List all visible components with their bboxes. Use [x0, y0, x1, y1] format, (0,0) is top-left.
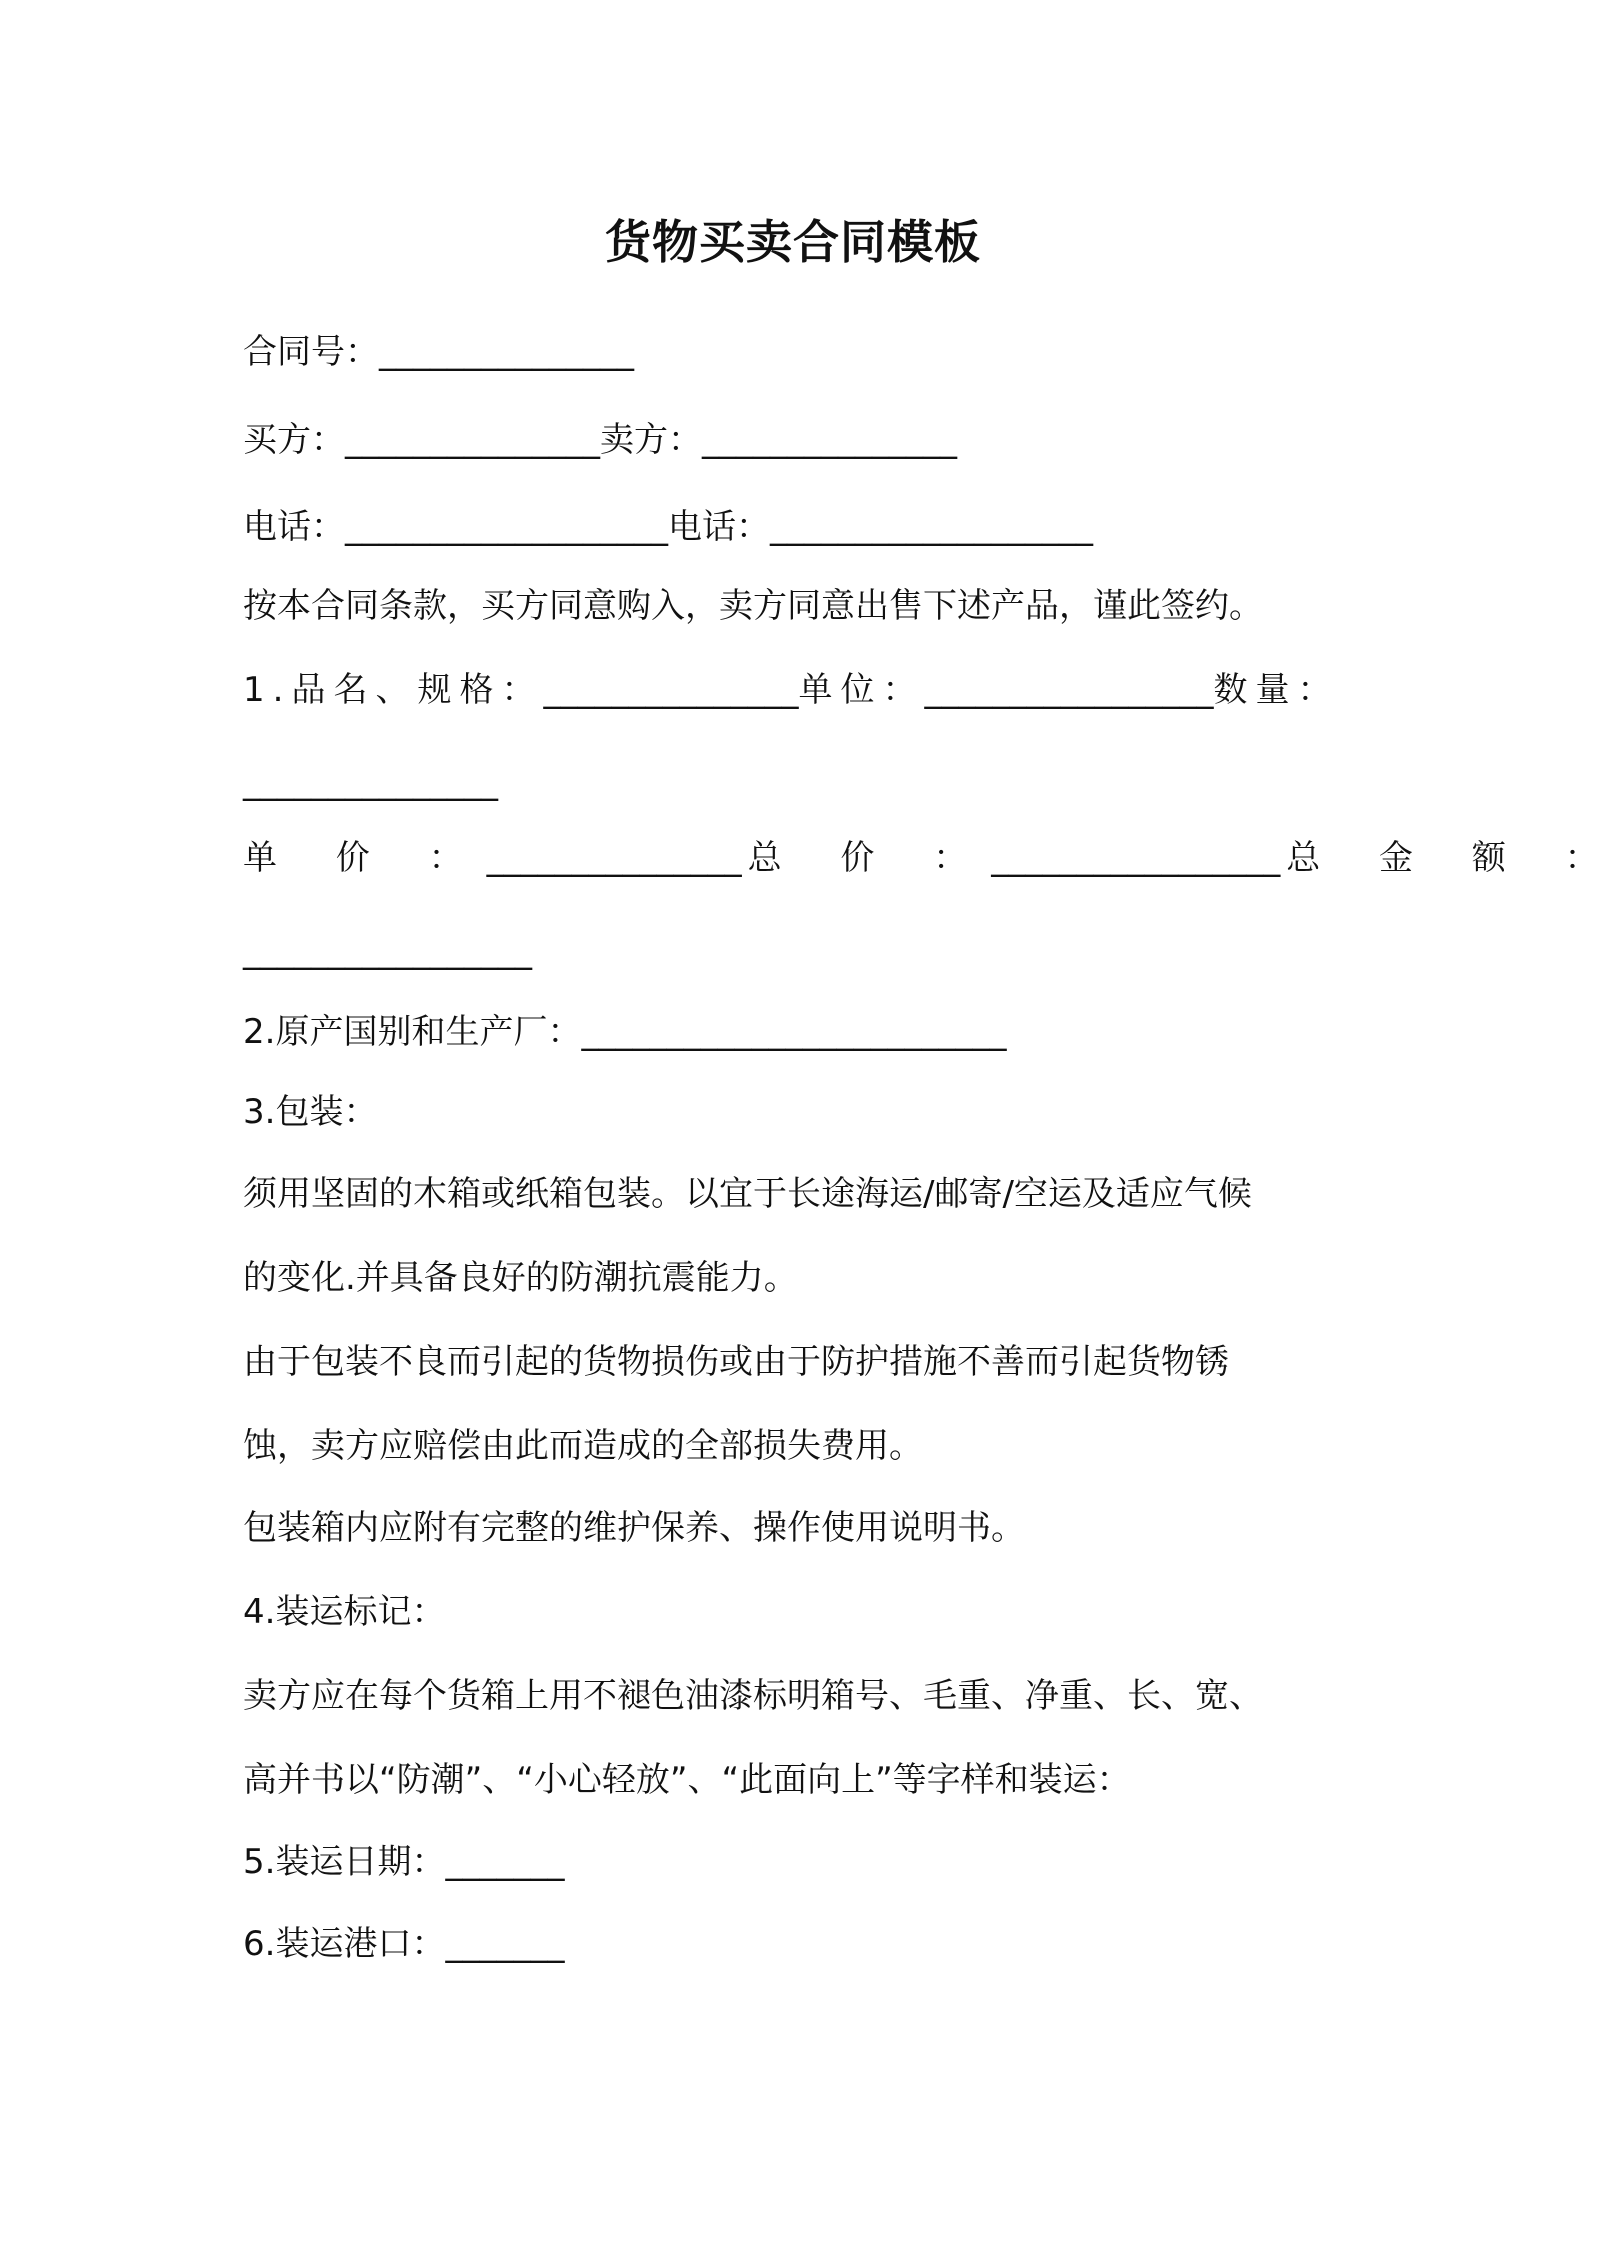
unit-price-label: 单 价 ：: [243, 838, 487, 878]
packaging-p1-line1: 须用坚固的木箱或纸箱包装。以宜于长途海运/邮寄/空运及适应气候: [243, 1174, 1252, 1214]
phones-line: [243, 505, 1093, 549]
quantity-label: 数量：: [1213, 670, 1340, 710]
unit-price-blank: _______________: [486, 838, 742, 878]
shipment-date-label: 5.装运日期：: [243, 1842, 446, 1882]
seller-phone-label: 电话：: [668, 507, 770, 547]
parties-line: [243, 418, 957, 462]
product-name-label: 1.品名、规格：: [243, 670, 544, 710]
marks-line2: 高并书以“防潮”、“小心轻放”、“此面向上”等字样和装运：: [243, 1760, 1131, 1800]
unit-label: 单位：: [798, 670, 925, 710]
contract-number-blank: _______________: [379, 332, 634, 372]
contract-number-label: 合同号：: [243, 332, 379, 372]
contract-number-line: [243, 330, 634, 374]
loading-port-label: 6.装运港口：: [243, 1924, 446, 1964]
origin-blank: _________________________: [581, 1012, 1007, 1052]
packaging-p2-line2: 蚀，卖方应赔偿由此而造成的全部损失费用。: [243, 1426, 923, 1466]
seller-phone-blank: ___________________: [770, 507, 1093, 547]
item6-line: [243, 1922, 564, 1966]
item5-line: [243, 1840, 564, 1884]
buyer-phone-label: 电话：: [243, 507, 345, 547]
unit-blank: _________________: [924, 670, 1214, 710]
buyer-phone-blank: ___________________: [345, 507, 668, 547]
prices-line: [243, 836, 1623, 880]
item2-line: [243, 1010, 1006, 1054]
intro-paragraph: 按本合同条款，买方同意购入，卖方同意出售下述产品，谨此签约。: [243, 586, 1263, 626]
loading-port-blank: _______: [445, 1924, 565, 1964]
seller-label: 卖方：: [600, 420, 702, 460]
packaging-p1-line2: 的变化.并具备良好的防潮抗震能力。: [243, 1258, 798, 1298]
buyer-blank: _______________: [345, 420, 600, 460]
packaging-p2-line1: 由于包装不良而引起的货物损伤或由于防护措施不善而引起货物锈: [243, 1342, 1229, 1382]
quantity-blank: _______________: [243, 762, 498, 802]
seller-blank: _______________: [702, 420, 957, 460]
buyer-label: 买方：: [243, 420, 345, 460]
product-name-blank: _______________: [543, 670, 799, 710]
total-price-blank: _________________: [991, 838, 1281, 878]
shipment-date-blank: _______: [445, 1842, 565, 1882]
item4-heading: 4.装运标记：: [243, 1592, 446, 1632]
item1-line: [243, 668, 1339, 712]
item3-heading: 3.包装：: [243, 1092, 378, 1132]
origin-label: 2.原产国别和生产厂：: [243, 1012, 582, 1052]
marks-line1: 卖方应在每个货箱上用不褪色油漆标明箱号、毛重、净重、长、宽、: [243, 1676, 1263, 1716]
document-title: 货物买卖合同模板: [605, 215, 981, 269]
total-price-label: 总 价 ：: [747, 838, 992, 878]
packaging-p3: 包装箱内应附有完整的维护保养、操作使用说明书。: [243, 1508, 1025, 1548]
total-amount-blank: _________________: [243, 931, 532, 971]
total-amount-label: 总 金 额 ：: [1286, 838, 1623, 878]
